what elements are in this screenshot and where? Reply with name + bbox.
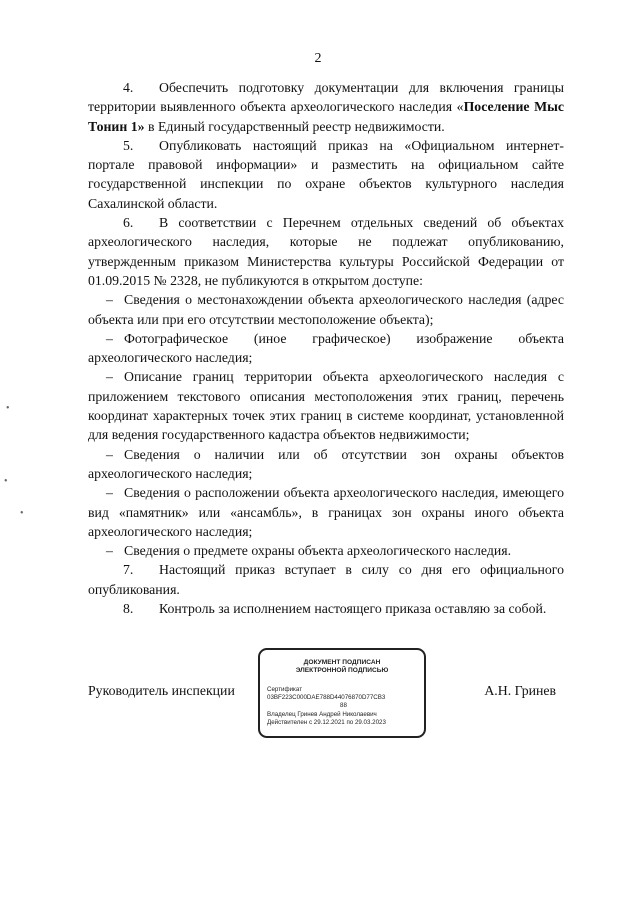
paragraph-item-6 xyxy=(88,213,564,290)
item-text: Контроль за исполнением настоящего приказа оставляю за собой. xyxy=(159,601,547,617)
paragraph-item-5 xyxy=(88,136,564,213)
dash-item-text: Сведения о местонахождении объекта археологического наследия (адрес объекта или при его отсутствии местоположение объекта); xyxy=(88,292,564,327)
scan-speck: • xyxy=(6,403,10,414)
paragraph-item-7 xyxy=(88,560,564,599)
stamp-validity: Действителен с 29.12.2021 по 29.03.2023 xyxy=(267,718,386,726)
dash-list-item xyxy=(88,445,564,484)
item-number: 8. xyxy=(123,601,134,617)
dash-marker: – xyxy=(106,485,113,501)
item-text: Настоящий приказ вступает в силу со дня его официального опубликования. xyxy=(88,562,564,597)
dash-list-item xyxy=(88,329,564,368)
dash-item-text: Сведения о наличии или об отсутствии зон охраны объектов археологического наследия; xyxy=(88,446,564,481)
dash-list-item xyxy=(88,483,564,541)
item-text: Опубликовать настоящий приказ на «Официальном интернет-портале правовой информации» и разместить на официальном сайте государственной инспекции по охране объектов культурного наследия Сахалинской области. xyxy=(88,137,564,211)
item-number: 7. xyxy=(123,562,134,578)
electronic-signature-stamp xyxy=(258,648,426,738)
dash-item-text: Описание границ территории объекта археологического наследия с приложением текстового описания местоположения этих границ, перечень координат характерных точек этих границ в системе координат, установленной для ведения государственного кадастра объектов недвижимости; xyxy=(88,369,564,443)
paragraph-item-8 xyxy=(88,599,564,618)
dash-marker: – xyxy=(106,446,113,462)
dash-marker: – xyxy=(106,292,113,308)
document-body xyxy=(88,78,564,618)
scan-speck: • xyxy=(20,508,24,519)
signatory-position: Руководитель инспекции xyxy=(88,683,235,698)
item-text: В соответствии с Перечнем отдельных сведений об объектах археологического наследия, которые не подлежат опубликованию, утвержденным приказом Министерства культуры Российской Федерации от 01.09.2015 № 2328, не публикуются в открытом доступе: xyxy=(88,215,564,288)
stamp-certificate: Сертификат 03BF223C000DAE788D44076870D77CB3 xyxy=(267,686,386,702)
paragraph-item-4 xyxy=(88,78,564,136)
dash-list-item xyxy=(88,367,564,444)
item-text-pre: Обеспечить подготовку документации для включения границы территории выявленного объекта археологического наследия « xyxy=(88,80,564,115)
stamp-title-line: ЭЛЕКТРОННОЙ ПОДПИСЬЮ xyxy=(295,667,389,674)
item-number: 6. xyxy=(123,215,134,231)
item-text-bold: Поселение Мыс Тонин 1» xyxy=(88,99,564,134)
dash-marker: – xyxy=(106,369,113,385)
dash-list-item xyxy=(88,541,564,560)
stamp-title xyxy=(260,659,424,675)
dash-item-text: Сведения о предмете охраны объекта археологического наследия. xyxy=(124,543,512,559)
dash-marker: – xyxy=(106,330,113,346)
dash-list-item xyxy=(88,290,564,329)
dash-marker: – xyxy=(106,543,113,559)
stamp-details xyxy=(260,686,424,727)
stamp-owner: Владелец Гринев Андрей Николаевич xyxy=(267,710,377,718)
dash-item-text: Сведения о расположении объекта археологического наследия, имеющего вид «памятник» или «ансамбль», в границах зон охраны иного объекта археологического наследия; xyxy=(88,485,564,539)
scan-speck: • xyxy=(4,476,8,487)
signatory-name: А.Н. Гринев xyxy=(484,683,556,698)
item-number: 5. xyxy=(123,137,134,153)
stamp-certificate-continued: 88 xyxy=(340,702,347,710)
item-number: 4. xyxy=(123,80,134,95)
stamp-title-line: ДОКУМЕНТ ПОДПИСАН xyxy=(303,659,381,666)
dash-item-text: Фотографическое (иное графическое) изображение объекта археологического наследия; xyxy=(88,330,564,366)
item-text-post: в Единый государственный реестр недвижимости. xyxy=(144,118,445,134)
page-number: 2 xyxy=(314,51,322,66)
